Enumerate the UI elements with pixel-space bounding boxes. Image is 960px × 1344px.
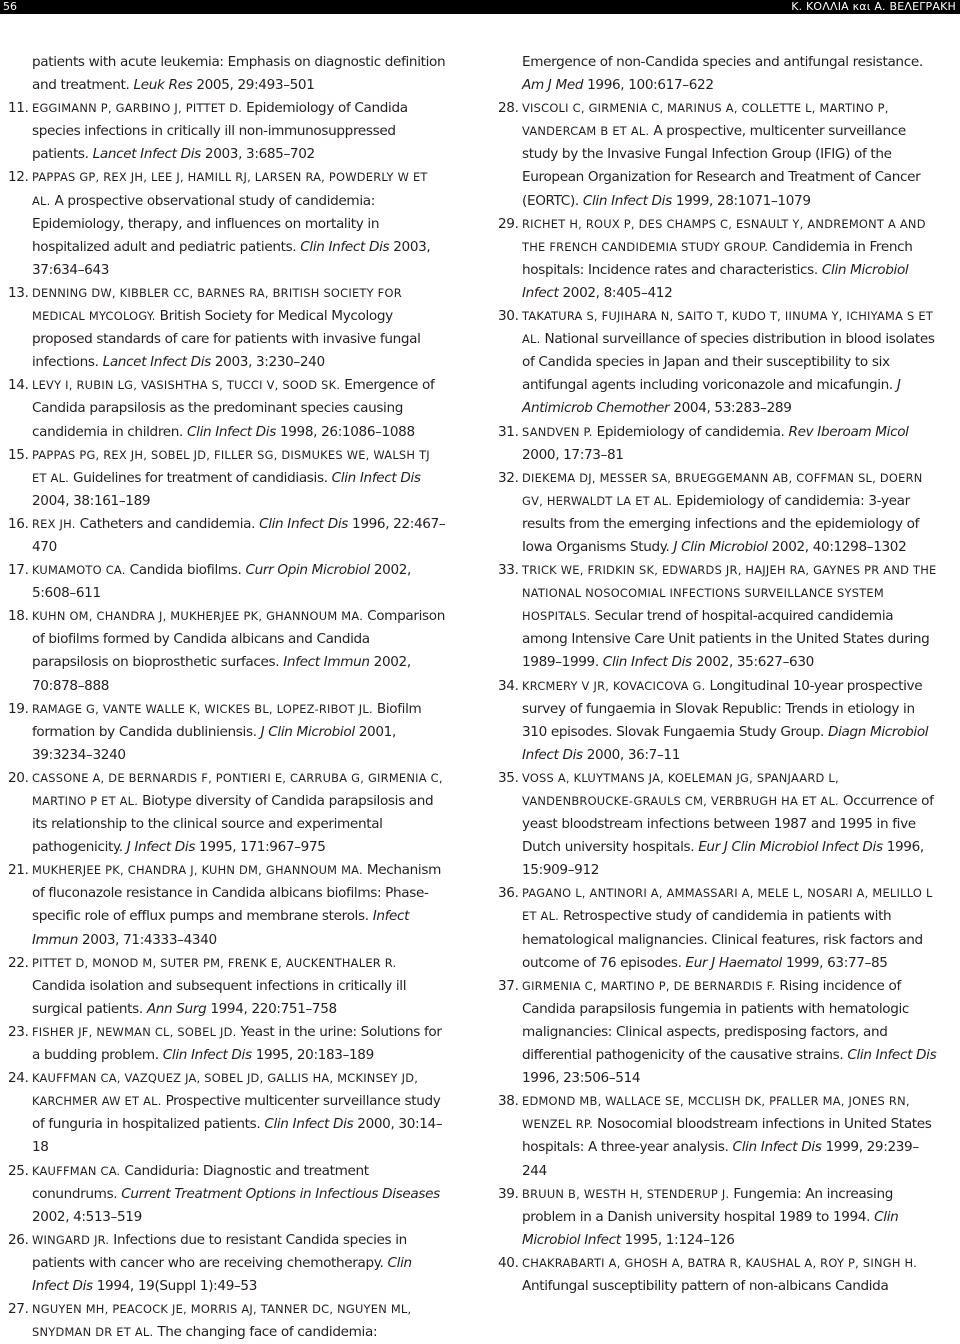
- right-column: [498, 51, 938, 1298]
- reference-authors: PITTET D, MONOD M, SUTER PM, FRENK E, AUCKENTHALER R.: [32, 955, 397, 970]
- reference-number: 18.: [8, 608, 29, 625]
- reference-title: Biofilm formation by Candida dubliniensis.: [32, 700, 422, 740]
- reference-item: [8, 97, 448, 166]
- reference-journal: Lancet Infect Dis: [92, 146, 201, 163]
- reference-number: 22.: [8, 954, 29, 971]
- reference-journal: Clin Infect Dis: [187, 423, 276, 440]
- reference-citation: 1999, 63:77–85: [785, 954, 888, 971]
- reference-journal: Clin Microbiol Infect: [522, 1208, 899, 1248]
- reference-journal: Clin Infect Dis: [264, 1116, 354, 1133]
- reference-item: [498, 305, 938, 420]
- reference-citation: 2004, 38:161–189: [32, 492, 151, 509]
- reference-item: [498, 213, 938, 305]
- reference-number: 13.: [8, 284, 29, 301]
- reference-authors: LEVY I, RUBIN LG, VASISHTHA S, TUCCI V, SOOD SK.: [32, 378, 341, 393]
- reference-title: Candiduria: Diagnostic and treatment conundrums.: [32, 1162, 369, 1202]
- reference-item: [498, 675, 938, 767]
- reference-journal: Clin Infect Dis: [602, 654, 692, 671]
- reference-citation: 2002, 4:513–519: [32, 1208, 142, 1225]
- reference-number: 24.: [8, 1070, 29, 1087]
- reference-journal: Am J Med: [522, 77, 584, 94]
- reference-journal: Rev Iberoam Micol: [788, 423, 909, 440]
- reference-title: Candida isolation and subsequent infections in critically ill surgical patients.: [32, 977, 407, 1017]
- reference-item: [8, 1160, 448, 1229]
- reference-item: [8, 767, 448, 859]
- reference-citation: 2000, 30:14–18: [32, 1116, 443, 1156]
- reference-authors: EGGIMANN P, GARBINO J, PITTET D.: [32, 101, 243, 116]
- reference-citation: 2003, 37:634–643: [32, 238, 431, 278]
- reference-number: 12.: [8, 169, 29, 186]
- reference-authors: KAUFFMAN CA.: [32, 1163, 121, 1178]
- reference-title: Infections due to resistant Candida species in patients with cancer who are receiving chemotherapy.: [32, 1231, 407, 1271]
- reference-citation: 1999, 29:239–244: [522, 1139, 919, 1179]
- reference-item: [498, 467, 938, 559]
- reference-item: [498, 1090, 938, 1182]
- reference-authors: KUMAMOTO CA.: [32, 563, 126, 578]
- reference-number: 34.: [498, 677, 519, 694]
- reference-authors: VOSS A, KLUYTMANS JA, KOELEMAN JG, SPANJAARD L, VANDENBROUCKE-GRAULS CM, VERBRUGH HA ET AL.: [522, 770, 839, 808]
- reference-authors: CASSONE A, DE BERNARDIS F, PONTIERI E, CARRUBA G, GIRMENIA C, MARTINO P ET AL.: [32, 770, 443, 808]
- reference-citation: 2002, 35:627–630: [695, 654, 814, 671]
- reference-item: [498, 97, 938, 212]
- reference-journal: Current Treatment Options in Infectious Diseases: [121, 1185, 440, 1202]
- reference-item: [8, 513, 448, 559]
- reference-item: [8, 559, 448, 605]
- reference-item: [8, 166, 448, 281]
- reference-authors: WINGARD JR.: [32, 1232, 110, 1247]
- reference-citation: 1999, 28:1071–1079: [675, 192, 811, 209]
- reference-number: 40.: [498, 1254, 519, 1271]
- reference-citation: 1998, 26:1086–1088: [279, 423, 415, 440]
- reference-citation: 2002, 40:1298–1302: [771, 538, 907, 555]
- reference-journal: Clin Infect Dis: [582, 192, 672, 209]
- reference-number: 23.: [8, 1023, 29, 1040]
- reference-citation: 2001, 39:3234–3240: [32, 723, 396, 763]
- reference-citation: 1995, 171:967–975: [199, 839, 326, 856]
- reference-number: 20.: [8, 769, 29, 786]
- reference-authors: BRUUN B, WESTH H, STENDERUP J.: [522, 1186, 730, 1201]
- reference-number: 29.: [498, 215, 519, 232]
- reference-title: Nosocomial bloodstream infections in United States hospitals: A three-year analysis.: [522, 1116, 932, 1156]
- reference-title: Comparison of biofilms formed by Candida albicans and Candida parapsilosis on bioprosthetic surfaces.: [32, 608, 445, 671]
- reference-authors: DIEKEMA DJ, MESSER SA, BRUEGGEMANN AB, COFFMAN SL, DOERN GV, HERWALDT LA ET AL.: [522, 470, 923, 508]
- reference-title: Yeast in the urine: Solutions for a budding problem.: [32, 1023, 442, 1064]
- reference-journal: Clin Infect Dis: [259, 515, 349, 532]
- reference-journal: Clin Infect Dis: [732, 1139, 822, 1156]
- reference-citation: 2003, 3:230–240: [214, 354, 325, 371]
- reference-journal: Clin Infect Dis: [331, 469, 421, 486]
- reference-number: 26.: [8, 1231, 29, 1248]
- reference-citation: 2002, 5:608–611: [32, 562, 412, 602]
- reference-authors: EDMOND MB, WALLACE SE, MCCLISH DK, PFALLER MA, JONES RN, WENZEL RP.: [522, 1094, 910, 1132]
- reference-number: 31.: [498, 423, 519, 440]
- reference-title: Catheters and candidemia.: [79, 515, 256, 532]
- reference-item: [498, 1183, 938, 1252]
- reference-item: [8, 1021, 448, 1067]
- reference-citation: 1996, 23:506–514: [522, 1070, 641, 1087]
- reference-item: [8, 282, 448, 374]
- reference-item: [498, 421, 938, 467]
- reference-citation: 2003, 71:4333–4340: [81, 931, 217, 948]
- reference-number: 15.: [8, 446, 29, 463]
- reference-authors: PAPPAS PG, REX JH, SOBEL JD, FILLER SG, DISMUKES WE, WALSH TJ ET AL.: [32, 447, 430, 485]
- reference-item: [498, 559, 938, 674]
- left-column: [8, 51, 448, 1344]
- reference-title: Mechanism of fluconazole resistance in Candida albicans biofilms: Phase-specific role of efflux pumps and membrane sterols.: [32, 862, 441, 925]
- reference-item: [8, 605, 448, 697]
- reference-item: [8, 1067, 448, 1159]
- reference-journal: J Clin Microbiol: [673, 538, 768, 555]
- reference-title: Longitudinal 10-year prospective survey of fungaemia in Slovak Republic: Trends in etiology in 310 episodes. Slovak Fungaemia Study Group.: [522, 677, 923, 740]
- reference-title: Fungemia: An increasing problem in a Danish university hospital 1989 to 1994.: [522, 1185, 894, 1225]
- reference-title: Prospective multicenter surveillance study of funguria in hospitalized patients.: [32, 1093, 441, 1133]
- reference-title: Biotype diversity of Candida parapsilosis and its relationship to the clinical source and experimental pathogenicity.: [32, 793, 434, 856]
- reference-number: 35.: [498, 769, 519, 786]
- reference-item: [8, 859, 448, 951]
- reference-number: 17.: [8, 562, 29, 579]
- reference-title: The changing face of candidemia:: [157, 1324, 378, 1341]
- reference-item: [8, 1229, 448, 1298]
- reference-title: Occurrence of yeast bloodstream infections between 1987 and 1995 in five Dutch university hospitals.: [522, 793, 934, 856]
- reference-citation: 2005, 29:493–501: [196, 77, 315, 94]
- reference-number: 19.: [8, 700, 29, 717]
- reference-journal: Clin Infect Dis: [300, 238, 390, 255]
- reference-title: Secular trend of hospital-acquired candidemia among Intensive Care Unit patients in the United States during 1989–1999.: [522, 608, 930, 671]
- reference-number: 11.: [8, 100, 29, 117]
- reference-authors: MUKHERJEE PK, CHANDRA J, KUHN DM, GHANNOUM MA.: [32, 863, 363, 878]
- reference-title: Emergence of non-Candida species and antifungal resistance.: [522, 54, 923, 70]
- header-bar: [0, 0, 960, 14]
- reference-citation: 1994, 19(Suppl 1):49–53: [96, 1277, 258, 1294]
- reference-item: [8, 1298, 448, 1344]
- reference-journal: Clin Infect Dis: [32, 1254, 412, 1294]
- reference-journal: Eur J Haematol: [685, 954, 782, 971]
- reference-citation: 2004, 53:283–289: [673, 400, 792, 417]
- reference-authors: TRICK WE, FRIDKIN SK, EDWARDS JR, HAJJEH RA, GAYNES PR AND THE NATIONAL NOSOCOMIAL INFECTIONS SURVEILLANCE SYSTEM HOSPITALS.: [522, 563, 937, 624]
- reference-journal: J Clin Microbiol: [260, 723, 355, 740]
- reference-number: 30.: [498, 308, 519, 325]
- reference-title: patients with acute leukemia: Emphasis on diagnostic definition and treatment.: [32, 54, 446, 94]
- reference-citation: 2003, 3:685–702: [204, 146, 315, 163]
- reference-citation: 1995, 1:124–126: [624, 1231, 735, 1248]
- reference-title: Guidelines for treatment of candidiasis.: [73, 469, 328, 486]
- reference-authors: FISHER JF, NEWMAN CL, SOBEL JD.: [32, 1024, 237, 1039]
- reference-journal: Clin Infect Dis: [847, 1047, 937, 1064]
- reference-number: 38.: [498, 1093, 519, 1110]
- reference-item: [498, 1252, 938, 1298]
- reference-authors: KUHN OM, CHANDRA J, MUKHERJEE PK, GHANNOUM MA.: [32, 609, 364, 624]
- reference-journal: Lancet Infect Dis: [102, 354, 211, 371]
- reference-number: 21.: [8, 862, 29, 879]
- reference-citation: 2002, 70:878–888: [32, 654, 411, 694]
- reference-journal: J Infect Dis: [126, 839, 196, 856]
- reference-item: [498, 882, 938, 974]
- reference-item: [498, 51, 938, 97]
- reference-number: 36.: [498, 885, 519, 902]
- reference-citation: 1996, 22:467–470: [32, 515, 446, 555]
- reference-title: Epidemiology of Candida species infections in critically ill non-immunosuppressed patients.: [32, 100, 408, 163]
- reference-title: Candida biofilms.: [129, 562, 242, 579]
- reference-citation: 1996, 100:617–622: [587, 77, 714, 94]
- reference-number: 25.: [8, 1162, 29, 1179]
- reference-journal: Ann Surg: [146, 1000, 207, 1017]
- reference-journal: Leuk Res: [133, 77, 193, 94]
- reference-citation: 2000, 17:73–81: [522, 446, 624, 463]
- reference-journal: Clin Infect Dis: [162, 1047, 252, 1064]
- reference-citation: 1994, 220:751–758: [210, 1000, 337, 1017]
- reference-authors: TAKATURA S, FUJIHARA N, SAITO T, KUDO T, IINUMA Y, ICHIYAMA S ET AL.: [522, 309, 934, 347]
- reference-authors: CHAKRABARTI A, GHOSH A, BATRA R, KAUSHAL A, ROY P, SINGH H.: [522, 1255, 917, 1270]
- reference-authors: RAMAGE G, VANTE WALLE K, WICKES BL, LOPEZ-RIBOT JL.: [32, 701, 373, 716]
- reference-title: Emergence of Candida parapsilosis as the predominant species causing candidemia in children.: [32, 377, 435, 440]
- reference-item: [8, 952, 448, 1021]
- reference-journal: Clin Microbiol Infect: [522, 261, 909, 301]
- reference-title: Epidemiology of candidemia.: [596, 423, 785, 440]
- reference-item: [8, 374, 448, 443]
- reference-number: 27.: [8, 1301, 29, 1318]
- reference-journal: Infect Immun: [32, 908, 410, 948]
- reference-citation: 2002, 8:405–412: [562, 284, 673, 301]
- page-number: 56: [3, 0, 17, 13]
- reference-citation: 2000, 36:7–11: [586, 746, 681, 763]
- reference-citation: 1996, 15:909–912: [522, 839, 924, 879]
- reference-journal: J Antimicrob Chemother: [522, 377, 901, 417]
- reference-number: 33.: [498, 562, 519, 579]
- reference-number: 37.: [498, 977, 519, 994]
- reference-authors: GIRMENIA C, MARTINO P, DE BERNARDIS F.: [522, 978, 776, 993]
- reference-title: A prospective, multicenter surveillance study by the Invasive Fungal Infection Group (IFIG) of the European Organization for Research and Treatment of Cancer (EORTC).: [522, 123, 921, 209]
- reference-number: 39.: [498, 1185, 519, 1202]
- reference-number: 28.: [498, 100, 519, 117]
- reference-title: Retrospective study of candidemia in patients with hematological malignancies. Clinical features, risk factors and outcome of 76 episodes.: [522, 908, 923, 971]
- reference-authors: VISCOLI C, GIRMENIA C, MARINUS A, COLLETTE L, MARTINO P, VANDERCAM B ET AL.: [522, 101, 889, 139]
- running-head: Κ. ΚΟΛΛΙΑ και Α. ΒΕΛΕΓΡΑΚΗ: [791, 0, 956, 13]
- reference-title: Rising incidence of Candida parapsilosis fungemia in patients with hematologic malignancies: Clinical aspects, predisposing factors, and differential pathogenicity of the causative strains.: [522, 977, 910, 1064]
- reference-item: [8, 51, 448, 97]
- reference-authors: REX JH.: [32, 516, 76, 531]
- reference-item: [498, 767, 938, 882]
- reference-journal: Curr Opin Microbiol: [245, 562, 370, 579]
- reference-item: [498, 975, 938, 1090]
- reference-title: Candidemia in French hospitals: Incidence rates and characteristics.: [522, 238, 913, 278]
- reference-authors: PAGANO L, ANTINORI A, AMMASSARI A, MELE L, NOSARI A, MELILLO L ET AL.: [522, 886, 933, 924]
- reference-authors: RICHET H, ROUX P, DES CHAMPS C, ESNAULT Y, ANDREMONT A AND THE FRENCH CANDIDEMIA STUDY GROUP.: [522, 216, 926, 254]
- reference-title: Epidemiology of candidemia: 3-year results from the emerging infections and the epidemiology of Iowa Organisms Study.: [522, 492, 920, 555]
- reference-journal: Diagn Microbiol Infect Dis: [522, 723, 929, 763]
- reference-title: A prospective observational study of candidemia: Epidemiology, therapy, and influences on mortality in hospitalized adult and pediatric patients.: [32, 192, 380, 255]
- reference-number: 32.: [498, 469, 519, 486]
- reference-authors: KRCMERY V JR, KOVACICOVA G.: [522, 678, 706, 693]
- reference-citation: 1995, 20:183–189: [255, 1047, 374, 1064]
- reference-title: National surveillance of species distribution in blood isolates of Candida species in Japan and their susceptibility to six antifungal agents including voriconazole and micafungin.: [522, 331, 935, 394]
- reference-authors: NGUYEN MH, PEACOCK JE, MORRIS AJ, TANNER DC, NGUYEN ML, SNYDMAN DR ET AL.: [32, 1302, 412, 1340]
- reference-item: [8, 698, 448, 767]
- reference-authors: PAPPAS GP, REX JH, LEE J, HAMILL RJ, LARSEN RA, POWDERLY W ET AL.: [32, 170, 428, 208]
- reference-item: [8, 444, 448, 513]
- reference-title: Antifungal susceptibility pattern of non-albicans Candida: [522, 1277, 889, 1294]
- reference-title: British Society for Medical Mycology proposed standards of care for patients with invasive fungal infections.: [32, 308, 421, 371]
- reference-journal: Infect Immun: [283, 654, 370, 671]
- reference-authors: DENNING DW, KIBBLER CC, BARNES RA, BRITISH SOCIETY FOR MEDICAL MYCOLOGY.: [32, 285, 402, 324]
- reference-journal: Eur J Clin Microbiol Infect Dis: [698, 839, 883, 856]
- reference-number: 14.: [8, 377, 29, 394]
- reference-number: 16.: [8, 515, 29, 532]
- reference-authors: KAUFFMAN CA, VAZQUEZ JA, SOBEL JD, GALLIS HA, MCKINSEY JD, KARCHMER AW ET AL.: [32, 1071, 419, 1109]
- reference-authors: SANDVEN P.: [522, 424, 593, 439]
